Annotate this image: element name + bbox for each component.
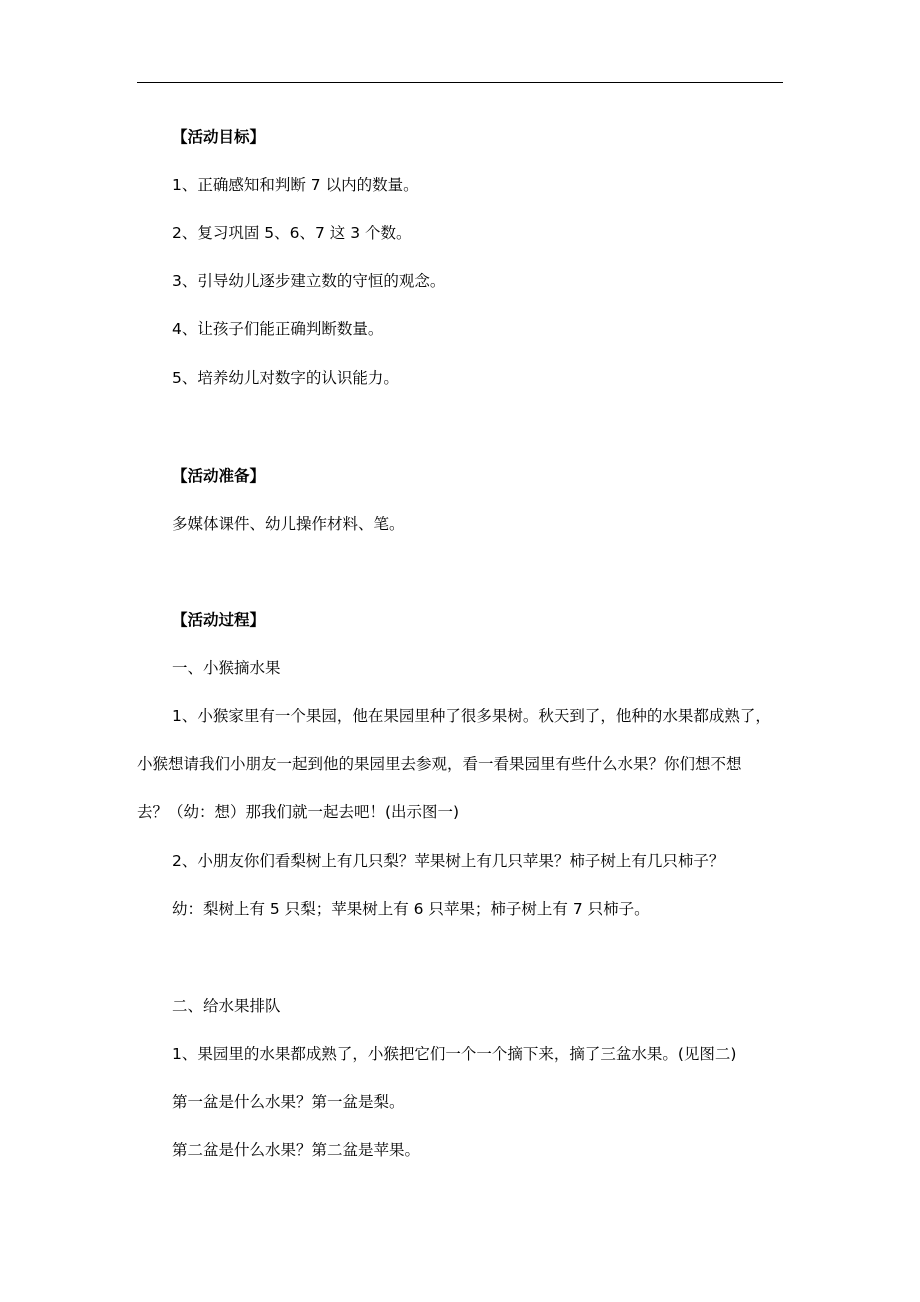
part2-title: 二、给水果排队 [172, 997, 281, 1015]
goal-item-2: 2、复习巩固 5、6、7 这 3 个数。 [172, 224, 412, 242]
goal-item-1: 1、正确感知和判断 7 以内的数量。 [172, 176, 419, 194]
part2-qa1: 第一盆是什么水果？第一盆是梨。 [172, 1093, 405, 1111]
part1-para1-line2: 小猴想请我们小朋友一起到他的果园里去参观，看一看果园里有些什么水果？你们想不想 [137, 755, 742, 773]
part2-qa2: 第二盆是什么水果？第二盆是苹果。 [172, 1141, 421, 1159]
part1-para1-line3: 去？（幼：想）那我们就一起去吧！(出示图一) [137, 803, 460, 821]
goal-item-4: 4、让孩子们能正确判断数量。 [172, 320, 384, 338]
goal-item-3: 3、引导幼儿逐步建立数的守恒的观念。 [172, 272, 446, 290]
goals-heading: 【活动目标】 [172, 128, 266, 146]
process-heading: 【活动过程】 [172, 611, 266, 629]
part2-para1: 1、果园里的水果都成熟了，小猴把它们一个一个摘下来，摘了三盆水果。(见图二) [172, 1045, 737, 1063]
part1-title: 一、小猴摘水果 [172, 659, 281, 677]
preparation-text: 多媒体课件、幼儿操作材料、笔。 [172, 515, 405, 533]
part1-answer: 幼：梨树上有 5 只梨；苹果树上有 6 只苹果；柿子树上有 7 只柿子。 [172, 900, 650, 918]
header-rule [137, 82, 783, 83]
preparation-heading: 【活动准备】 [172, 467, 266, 485]
part1-para1-line1: 1、小猴家里有一个果园，他在果园里种了很多果树。秋天到了，他种的水果都成熟了， [172, 707, 771, 725]
goal-item-5: 5、培养幼儿对数字的认识能力。 [172, 369, 399, 387]
part1-para2: 2、小朋友你们看梨树上有几只梨？苹果树上有几只苹果？柿子树上有几只柿子？ [172, 852, 725, 870]
